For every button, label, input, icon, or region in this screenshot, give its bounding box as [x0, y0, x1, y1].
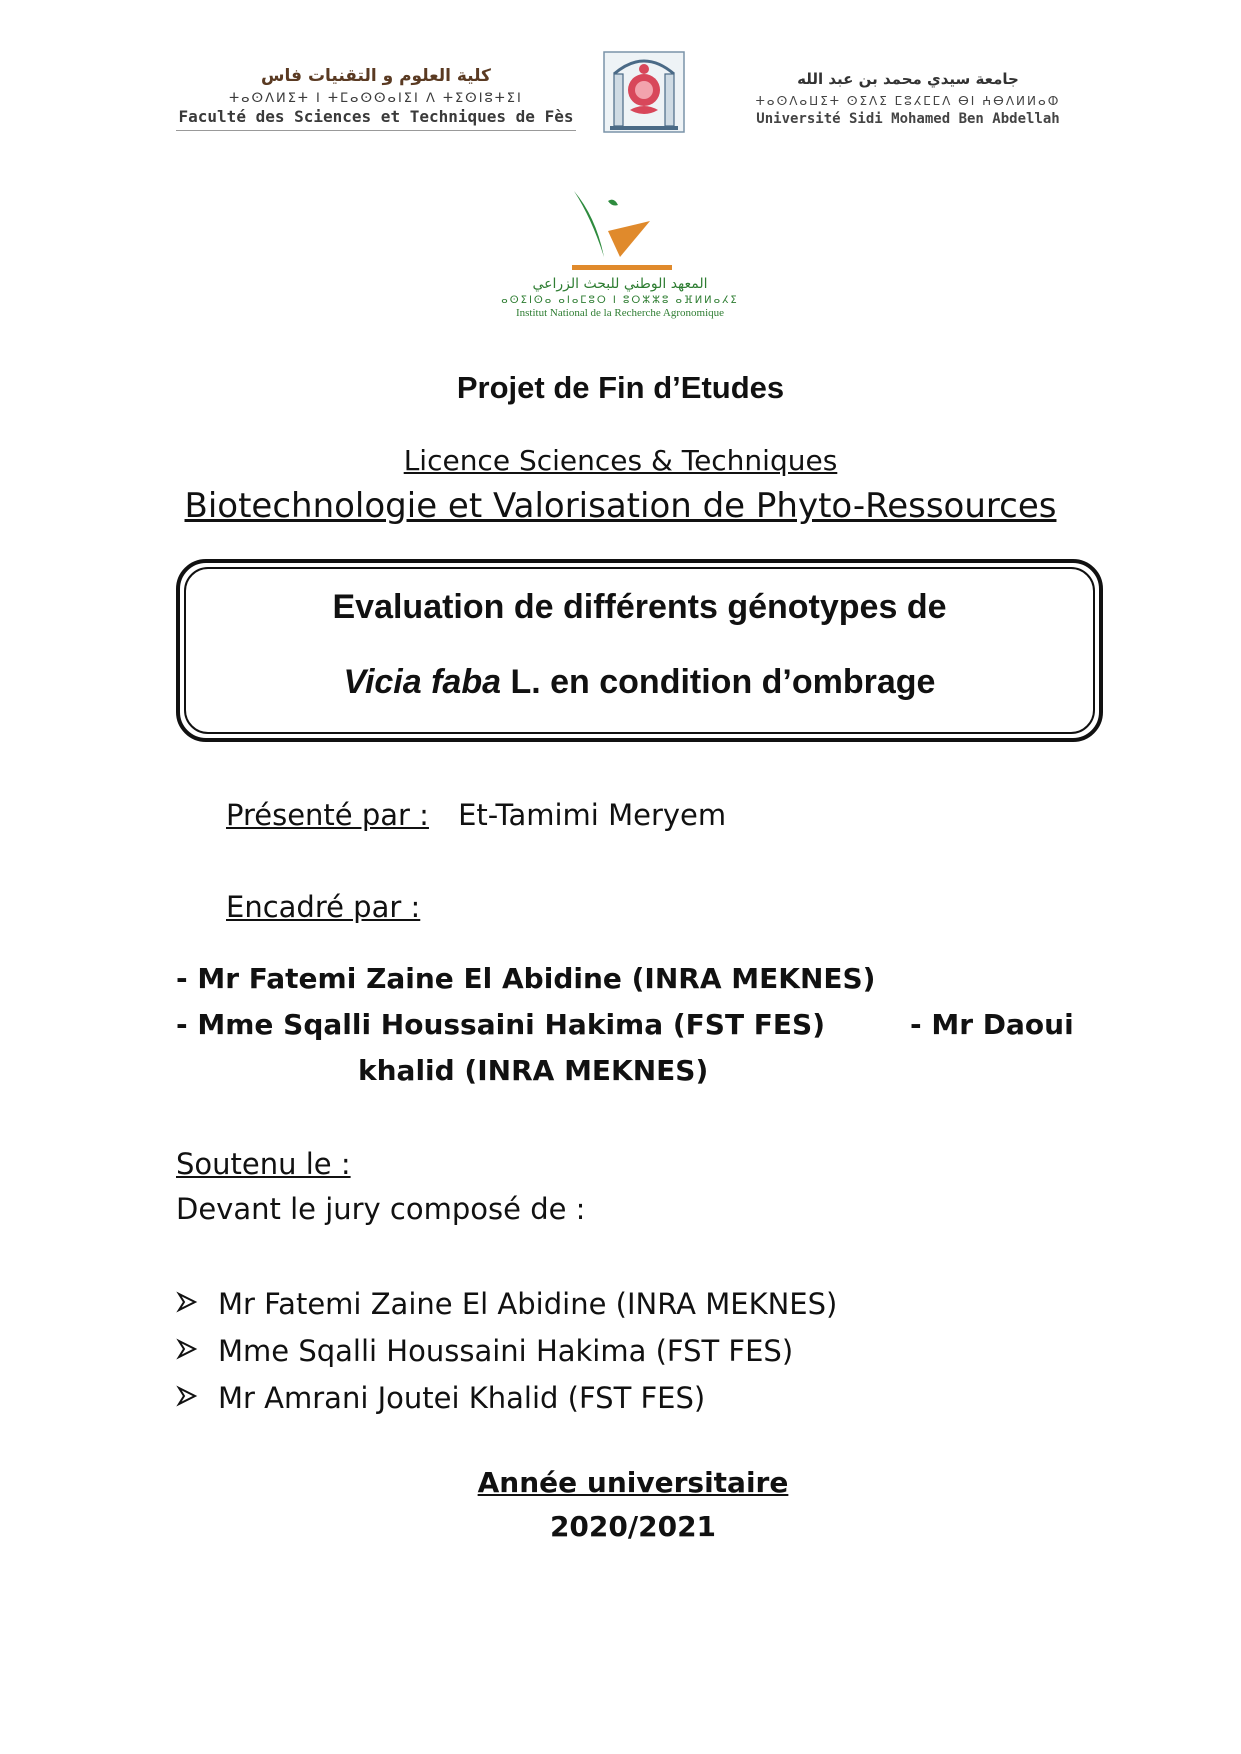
- defense-date-label: Soutenu le :: [176, 1147, 351, 1181]
- supervisor-line2-right: - Mr Daoui: [910, 1008, 1074, 1041]
- thesis-title-frame: [176, 559, 1103, 742]
- inra-tifinagh-name: ⴰⵙⵉⵏⵙⴰ ⴰⵏⴰⵎⵓⵔ ⵏ ⵓⵔⵣⵣⵓ ⴰⴼⵍⵍⴰⵃⵉ: [501, 295, 739, 306]
- student-name: Et-Tamimi Meryem: [458, 798, 727, 832]
- list-item: [176, 1374, 837, 1421]
- thesis-title-line2-rest: L. en condition d’ombrage: [501, 663, 936, 701]
- fst-tifinagh-name: ⵜⴰⵙⴷⵍⵉⵜ ⵏ ⵜⵎⴰⵙⵙⴰⵏⵉⵏ ⴷ ⵜⵉⵙⵏⵓⵜⵉⵏ: [229, 91, 523, 106]
- jury-list: [176, 1280, 837, 1421]
- jury-member: Mr Amrani Joutei Khalid (FST FES): [218, 1380, 706, 1415]
- inra-arabic-name: المعهد الوطني للبحث الزراعي: [532, 276, 708, 292]
- supervisor-line3: khalid (INRA MEKNES): [358, 1054, 709, 1087]
- supervised-by-label: Encadré par :: [226, 890, 421, 924]
- project-title: Projet de Fin d’Etudes: [456, 370, 785, 405]
- species-name: Vicia faba: [343, 663, 502, 701]
- arrow-bullet-icon: [176, 1385, 218, 1411]
- list-item: [176, 1280, 837, 1327]
- list-item: [176, 1327, 837, 1374]
- jury-intro: Devant le jury composé de :: [176, 1192, 586, 1226]
- arrow-bullet-icon: [176, 1291, 218, 1317]
- usmba-latin-name: Université Sidi Mohamed Ben Abdellah: [756, 111, 1060, 127]
- thesis-title-line1: Evaluation de différents génotypes de: [332, 588, 947, 626]
- inra-logo-icon: [566, 187, 676, 275]
- usmba-arabic-name: جامعة سيدي محمد بن عبد الله: [797, 70, 1019, 88]
- inra-latin-name: Institut National de la Recherche Agronomique: [515, 307, 725, 319]
- jury-member: Mme Sqalli Houssaini Hakima (FST FES): [218, 1333, 794, 1368]
- usmba-logo-block: [728, 70, 1088, 127]
- arrow-bullet-icon: [176, 1338, 218, 1364]
- supervisor-line1: - Mr Fatemi Zaine El Abidine (INRA MEKNES): [176, 962, 876, 995]
- university-emblem-icon: [600, 44, 688, 140]
- presented-by-row: [226, 798, 726, 832]
- inra-text-block: [470, 276, 770, 319]
- licence-title: Licence Sciences & Techniques: [403, 444, 838, 477]
- fst-latin-name: Faculté des Sciences et Techniques de Fès: [178, 107, 574, 126]
- academic-year-label: Année universitaire: [477, 1466, 789, 1499]
- presented-by-label: Présenté par :: [226, 798, 429, 832]
- academic-year-value: 2020/2021: [549, 1510, 717, 1543]
- fst-logo-block: [176, 66, 576, 131]
- supervisor-line2: - Mme Sqalli Houssaini Hakima (FST FES): [176, 1008, 826, 1041]
- fst-divider: [176, 130, 576, 131]
- usmba-tifinagh-name: ⵜⴰⵙⴷⴰⵡⵉⵜ ⵙⵉⴷⵉ ⵎⵓⵃⵎⵎⴷ ⴱⵏ ⵄⴱⴷⵍⵍⴰⵀ: [755, 94, 1061, 108]
- jury-member: Mr Fatemi Zaine El Abidine (INRA MEKNES): [218, 1286, 838, 1321]
- program-title: Biotechnologie et Valorisation de Phyto-Ressources: [184, 486, 1057, 526]
- fst-arabic-name: كلية العلوم و التقنيات فاس: [261, 66, 491, 86]
- thesis-title-line2: [176, 663, 1103, 702]
